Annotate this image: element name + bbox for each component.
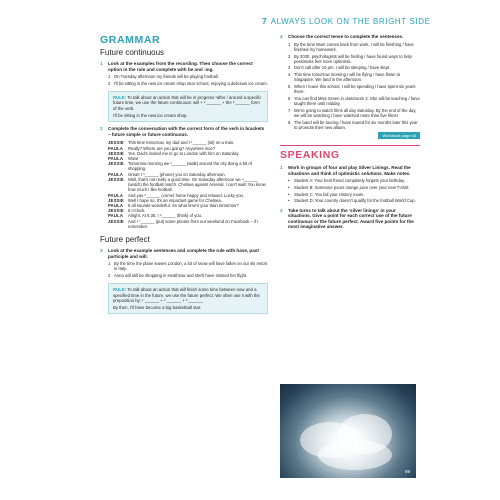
list-item: [108, 81, 268, 86]
line-text: And you ⁵______ (come) home happy and relaxed. Lucky you.: [128, 192, 245, 198]
item-number: 4: [288, 72, 291, 78]
exercise-instruction: Take turns to talk about the 'silver linings' in your situations. Give a point for each correct use of the future continuous or the future perfect. Award five points for the most imaginative answer.: [288, 207, 414, 230]
cloud-shape: [318, 440, 392, 470]
exercise-number: 1: [280, 165, 283, 171]
speaker: PAULA: [108, 145, 124, 151]
list-item: [288, 72, 420, 82]
silver-lining-cloud-photo: [280, 384, 416, 478]
speaking-situations: [288, 178, 420, 203]
item-text: You can find Miss Green in classroom 3. She will be teaching / have taught there until midday.: [294, 95, 420, 107]
line-text: Great! I ³______ (phone) you on Saturday afternoon.: [128, 171, 226, 177]
item-number: 1: [108, 74, 111, 80]
dialogue: [108, 140, 268, 228]
rule-text: To talk about an action that will be in progress ¹after / around a specific future time, we use the future continuous: will + ² ______ + the ³ ______ form of the verb.: [113, 95, 262, 111]
list-item: [288, 178, 420, 183]
left-column: [100, 34, 268, 314]
exercise-number: 2: [100, 126, 103, 132]
speaker: PAULA: [108, 156, 124, 162]
item-text: By the time Mum comes back from work, I will be finishing / have finished my homework.: [294, 41, 414, 52]
exercise-3: [100, 248, 268, 259]
bullet-icon: •: [288, 185, 290, 191]
list-item: [108, 74, 268, 79]
item-text: Student D: Your country doesn't qualify for the football World Cup.: [294, 198, 416, 204]
future-perfect-heading: Future perfect: [100, 234, 150, 244]
item-number: 2: [108, 273, 111, 279]
list-item: [108, 273, 268, 278]
grammar-heading: GRAMMAR: [100, 34, 161, 46]
bullet-icon: •: [288, 191, 290, 197]
list-item: [288, 185, 420, 190]
item-text: On Tuesday afternoon my friends will be playing football.: [114, 74, 219, 80]
list-item: [288, 96, 420, 106]
speaker: JESSIE: [108, 176, 124, 182]
line-text: Well I hope so. It's an important game for Chelsea.: [128, 197, 222, 203]
exercise-4: [280, 34, 420, 40]
item-number: 6: [288, 95, 291, 101]
item-text: I'll be sitting in the new ice cream shop near school, enjoying a delicious ice cream.: [114, 80, 268, 86]
rule-box-future-continuous: [108, 91, 268, 122]
speaker: JESSIE: [108, 161, 124, 167]
line-text: Tomorrow morning we ²______ (walk) around the city doing a bit of shopping.: [128, 161, 252, 172]
line-text: Wow!: [128, 156, 139, 162]
rule-text: To talk about an action that will finish some time between now and a specified time in the future, we use the future perfect. We often use it with the preposition by: ¹ ______ + ² ______ + ³ ______: [113, 287, 260, 303]
unit-title: ALWAYS LOOK ON THE BRIGHT SIDE: [270, 16, 431, 26]
unit-number: 7: [262, 16, 267, 26]
exercise-instruction: Look at the example sentences and complete the rule with have, past participle and will.: [108, 247, 259, 259]
exercise-4-items: [288, 42, 420, 131]
list-item: [288, 42, 420, 52]
speaker: JESSIE: [108, 140, 124, 146]
rule-example: I'll be sitting in the new ice cream shop.: [113, 112, 188, 118]
item-text: Anna will still be shopping in Heathrow and she'll have missed her flight.: [114, 273, 248, 279]
list-item: [288, 192, 420, 197]
bullet-icon: •: [288, 198, 290, 204]
item-text: Student B: Someone pours orange juice over your new T-shirt.: [294, 185, 410, 191]
list-item: [288, 84, 420, 94]
item-text: By 2030, psychologists will be finding / have found ways to help pessimists feel more optimistic.: [294, 53, 412, 64]
item-text: When I leave this school, I will be spending / have spent six years there.: [294, 84, 416, 95]
exercise-instruction: Choose the correct tense to complete the sentences.: [288, 34, 404, 39]
exercise-instruction: Look at the examples from the recording. Then choose the correct option in the rule and complete with be and -ing.: [108, 61, 253, 72]
line-text: Alright. At 6.30, I ⁶______ (think) of you.: [128, 213, 203, 219]
list-item: [288, 120, 420, 130]
line-text: Well, that's not really a good time. On Saturday afternoon we ⁴______ (watch) the football match. Chelsea against Arsenal. I can't wait! You know how much I like football.: [128, 176, 266, 193]
speaker: JESSIE: [108, 208, 124, 214]
line-text: 6 o'clock.: [128, 208, 146, 214]
item-number: 3: [288, 65, 291, 71]
item-text: The band will be touring / have toured for six months later this year to promote their new album.: [294, 119, 418, 130]
list-item: [108, 261, 268, 271]
workbook-reference-badge: Workbook page 65: [378, 132, 420, 139]
item-text: This time tomorrow morning I will be flying / have flown to Singapore. We land in the afternoon.: [294, 72, 401, 83]
list-item: [288, 198, 420, 203]
page-number: 69: [404, 469, 410, 474]
speaker: JESSIE: [108, 150, 124, 156]
line-text: Really? Where are you going? Anywhere nice?: [128, 145, 216, 151]
speaker: PAULA: [108, 192, 124, 198]
unit-header: [262, 14, 500, 28]
speaker: PAULA: [108, 171, 124, 177]
exercise-2: [100, 126, 268, 137]
dialogue-line: [108, 219, 268, 229]
line-text: This time tomorrow, my dad and I ¹______ (sit) on a train.: [128, 140, 235, 146]
speaker: JESSIE: [108, 218, 124, 224]
dialogue-line: [108, 161, 268, 171]
right-column: [280, 34, 420, 230]
speaking-heading: SPEAKING: [280, 145, 420, 161]
speaker: PAULA: [108, 202, 124, 208]
item-text: Student A: Your best friend completely forgets your birthday.: [294, 178, 405, 184]
rule-box-future-perfect: [108, 283, 268, 314]
list-item: [288, 54, 420, 64]
exercise-number: 3: [100, 247, 103, 253]
item-text: By the time the plane leaves London, a lot of snow will have fallen on our ski resort in Italy.: [114, 261, 268, 272]
speaking-exercise-2: [280, 208, 420, 230]
item-text: Student C: You fail your History exam.: [294, 191, 365, 197]
item-text: We're going to watch films all day Saturday. By the end of the day, we will be watching / have watched more than five films!: [294, 107, 417, 119]
item-number: 5: [288, 84, 291, 90]
future-continuous-heading: Future continuous: [100, 48, 165, 57]
item-number: 2: [108, 80, 111, 86]
item-number: 1: [108, 261, 111, 267]
exercise-1-items: [108, 74, 268, 86]
list-item: [288, 65, 420, 70]
dialogue-line: [108, 177, 268, 193]
rule-label: RULE:: [113, 287, 127, 293]
item-number: 7: [288, 107, 291, 113]
bullet-icon: •: [288, 178, 290, 184]
exercise-number: 2: [280, 207, 283, 213]
speaker: JESSIE: [108, 197, 124, 203]
list-item: [288, 108, 420, 118]
exercise-instruction: Complete the conversation with the correct form of the verb in brackets – future simple or future continuous.: [108, 126, 265, 137]
exercise-number: 4: [280, 34, 283, 39]
item-number: 8: [288, 119, 291, 125]
speaking-exercise-1: [280, 165, 420, 176]
exercise-3-items: [108, 261, 268, 278]
exercise-number: 1: [100, 61, 103, 66]
item-number: 1: [288, 41, 291, 47]
line-text: It all sounds wonderful. So what time's your train tomorrow?: [128, 202, 239, 208]
line-text: Yes. Dad's invited me to go to London with him on Saturday.: [128, 150, 240, 156]
item-text: Don't call after 10 pm. I will be sleeping / have slept.: [294, 65, 391, 71]
rule-example: By then, I'll have become a big basketball star.: [113, 305, 202, 311]
rule-label: RULE:: [113, 95, 127, 101]
exercise-1: [100, 61, 268, 72]
exercise-instruction: Work in groups of four and play Silver Linings. Read the situations and think of optimistic solutions. Make notes.: [288, 165, 411, 176]
speaker: PAULA: [108, 213, 124, 219]
line-text: And I ⁷______ (put) some photos from our weekend on Facebook – if I remember.: [128, 218, 259, 229]
item-number: 2: [288, 53, 291, 59]
